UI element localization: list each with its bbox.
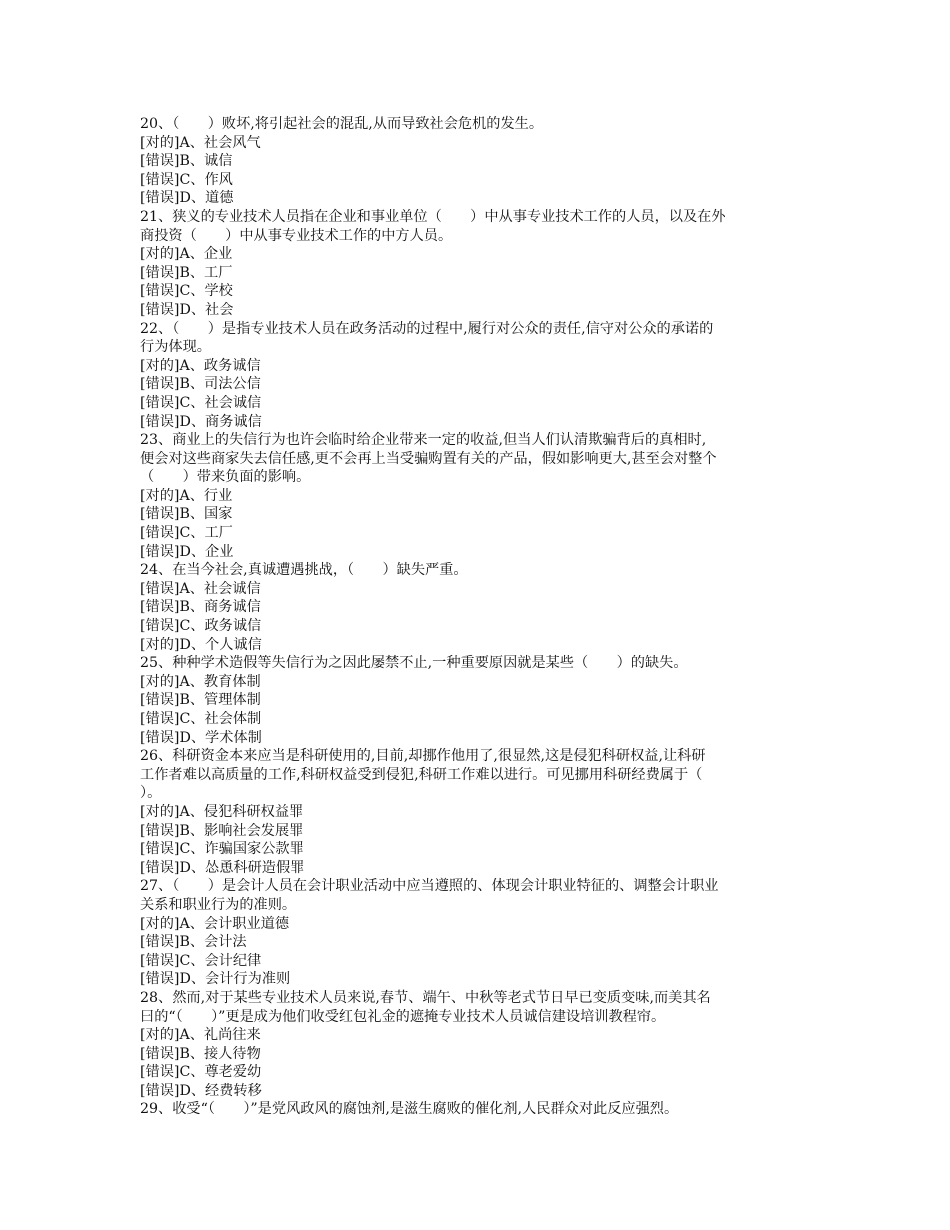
q27-option-d: [错误]D、会计行为准则 [140,971,291,988]
q21-stem-line-2: 商投资（ ）中从事专业技术工作的中方人员。 [140,227,453,244]
q26-option-c: [错误]C、诈骗国家公款罪 [140,841,304,858]
q23-option-d: [错误]D、企业 [140,543,234,560]
q26-option-b: [错误]B、影响社会发展罪 [140,822,304,839]
q28-option-d: [错误]D、经费转移 [140,1082,262,1099]
q25-option-c: [错误]C、社会体制 [140,711,262,727]
q27-option-b: [错误]B、会计法 [140,934,247,951]
q23-option-a: [对的]A、行业 [140,487,233,504]
q26-stem-line-2: 工作者难以高质量的工作,科研权益受到侵犯,科研工作难以进行。可见挪用科研经费属于（ [140,766,703,783]
q20-option-a: [对的]A、社会风气 [140,134,261,151]
q28-option-b: [错误]B、接人待物 [140,1045,261,1062]
q23-stem-line-1: 23、商业上的失信行为也许会临时给企业带来一定的收益,但当人们认清欺骗背后的真相时, [140,432,707,449]
q24-option-b: [错误]B、商务诚信 [140,599,261,616]
q21-stem-line-1: 21、狭义的专业技术人员指在企业和事业单位（ ）中从事专业技术工作的人员，以及在外 [140,208,726,225]
q22-stem-line-1: 22、（ ）是指专业技术人员在政务活动的过程中,履行对公众的责任,信守对公众的承诺的 [140,320,714,337]
q23-option-b: [错误]B、国家 [140,506,233,523]
document-page [140,115,812,1119]
q26-stem-line-3: ）。 [140,785,162,802]
q23-stem-line-2: 便会对这些商家失去信任感,更不会再上当受骗购置有关的产品，假如影响更大,甚至会对整个 [140,450,717,467]
q25-stem: 25、种种学术造假等失信行为之因此屡禁不止,一种重要原因就是某些（ ）的缺失。 [140,655,688,672]
q24-stem: 24、在当今社会,真诚遭遇挑战，（ ）缺失严重。 [140,562,468,579]
q22-option-b: [错误]B、司法公信 [140,376,261,393]
q22-option-a: [对的]A、政务诚信 [140,357,261,374]
q28-option-a: [对的]A、礼尚往来 [140,1027,261,1044]
q23-stem-line-3: （ ）带来负面的影响。 [140,469,311,486]
q21-option-b: [错误]B、工厂 [140,264,233,281]
q22-option-d: [错误]D、商务诚信 [140,413,262,430]
q24-option-c: [错误]C、政务诚信 [140,618,262,635]
q22-option-c: [错误]C、社会诚信 [140,394,262,411]
q27-option-c: [错误]C、会计纪律 [140,952,262,969]
q20-option-b: [错误]B、诚信 [140,153,233,170]
q25-option-a: [对的]A、教育体制 [140,673,261,690]
q27-stem-line-1: 27、（ ）是会计人员在会计职业活动中应当遵照的、体现会计职业特征的、调整会计职业 [140,878,719,895]
q28-option-c: [错误]C、尊老爱幼 [140,1064,262,1081]
q28-stem-line-2: 曰的“（ ）”更是成为他们收受红包礼金的遮掩专业技术人员诚信建设培训教程帘。 [140,1008,666,1025]
q24-option-d: [对的]D、个人诚信 [140,636,262,653]
q21-option-d: [错误]D、社会 [140,301,234,318]
q25-option-b: [错误]B、管理体制 [140,692,261,709]
q28-stem-line-1: 28、然而,对于某些专业技术人员来说,春节、端午、中秋等老式节日早已变质变味,而美其名 [140,989,711,1006]
q27-stem-line-2: 关系和职业行为的准则。 [140,896,297,913]
q21-option-a: [对的]A、企业 [140,246,233,263]
q27-option-a: [对的]A、会计职业道德 [140,915,290,932]
q22-stem-line-2: 行为体现。 [140,339,211,356]
q23-option-c: [错误]C、工厂 [140,525,233,542]
q20-stem: 20、（ ）败坏,将引起社会的混乱,从而导致社会危机的发生。 [140,116,544,132]
q25-option-d: [错误]D、学术体制 [140,729,262,746]
q26-option-a: [对的]A、侵犯科研权益罪 [140,803,304,820]
q24-option-a: [错误]A、社会诚信 [140,580,261,597]
q21-option-c: [错误]C、学校 [140,283,233,300]
q26-stem-line-1: 26、科研资金本来应当是科研使用的,目前,却挪作他用了,很显然,这是侵犯科研权益,让科研 [140,748,706,765]
q26-option-d: [错误]D、怂恿科研造假罪 [140,859,305,876]
q29-stem: 29、收受“（ ）”是党风政风的腐蚀剂,是滋生腐败的催化剂,人民群众对此反应强烈。 [140,1101,679,1118]
q20-option-d: [错误]D、道德 [140,190,234,207]
q20-option-c: [错误]C、作风 [140,171,233,188]
